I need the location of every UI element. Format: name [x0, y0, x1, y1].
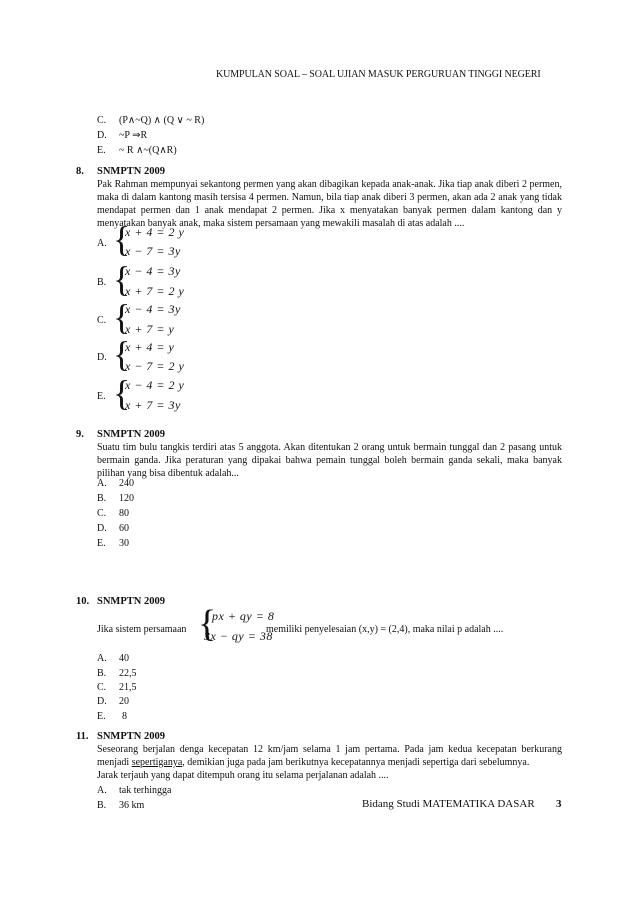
option-label: A. [97, 478, 107, 489]
question-number: 10. [76, 596, 90, 607]
brace-symbol: { [198, 603, 217, 645]
option-text: 120 [119, 493, 134, 504]
equation: x − 7 = 3y [125, 244, 181, 258]
brace-symbol: { [113, 219, 131, 259]
footer-subject: Bidang Studi MATEMATIKA DASAR [362, 798, 535, 810]
question-text: menjadi [97, 757, 132, 768]
option-label: B. [97, 493, 107, 504]
option-label: B. [97, 668, 107, 679]
equation: x + 7 = 3y [125, 398, 181, 412]
question-number: 9. [76, 429, 84, 440]
option-label: E. [97, 538, 106, 549]
option-label: C. [97, 315, 107, 326]
option-label: D. [97, 696, 107, 707]
question-text-line [97, 757, 562, 768]
option-label: E. [97, 145, 106, 156]
option-text: 20 [119, 696, 129, 707]
question-text: Suatu tim bulu tangkis terdiri atas 5 anggota. Akan ditentukan 2 orang untuk bermain tunggal dan 2 pasang untuk bermain ganda. Jika peraturan yang dipakai bahwa pemain tunggal boleh bermain ganda sekali, maka banyak pilihan yang bisa dibentuk adalah... [97, 442, 562, 479]
brace-symbol: { [113, 373, 131, 413]
option-label: A. [97, 653, 107, 664]
question-source: SNMPTN 2009 [97, 596, 165, 607]
option-label: C. [97, 115, 107, 126]
page-number: 3 [556, 798, 562, 810]
option-text: 60 [119, 523, 129, 534]
question-text: Jarak terjauh yang dapat ditempuh orang itu selama perjalanan adalah .... [97, 770, 389, 781]
equation: x − 4 = 3y [125, 302, 181, 316]
equation: x + 4 = 2 y [125, 225, 185, 239]
option-text: 240 [119, 478, 134, 489]
equation: x + 7 = y [125, 322, 175, 336]
option-text: (P∧~Q) ∧ (Q ∨ ~ R) [119, 115, 205, 126]
question-text: Seseorang berjalan denga kecepatan 12 km/jam selama 1 jam pertama. Pada jam kedua kecepatan berkurang [97, 744, 562, 755]
option-text: 8 [122, 711, 127, 722]
option-text: 21,5 [119, 682, 137, 693]
page-header: KUMPULAN SOAL – SOAL UJIAN MASUK PERGURUAN TINGGI NEGERI [216, 69, 541, 80]
option-text: ~ R ∧~(Q∧R) [119, 145, 177, 156]
underlined-word: sepertiganya [131, 757, 183, 768]
question-text: Jika sistem persamaan [97, 624, 187, 635]
question-text: Pak Rahman mempunyai sekantong permen yang akan dibagikan kepada anak-anak. Jika tiap anak diberi 2 permen, maka di dalam kantong masih tersisa 4 permen. Namun, bila tiap anak diberi 3 permen, akan ada 2 anak yang tidak mendapat permen dan 1 anak mendapat 2 permen. Jika x menyatakan banyak permen dalam kantong dan y menyatakan banyak anak, maka sistem persamaan yang mewakili masalah di atas adalah .... [97, 179, 562, 229]
brace-symbol: { [113, 334, 131, 374]
option-label: C. [97, 508, 107, 519]
option-label: B. [97, 800, 107, 811]
option-label: A. [97, 785, 107, 796]
option-text: 36 km [119, 800, 145, 811]
equation: x − 4 = 2 y [125, 378, 185, 392]
question-number: 11. [76, 731, 89, 742]
option-label: D. [97, 352, 107, 363]
brace-symbol: { [113, 259, 131, 299]
option-text: ~P ⇒R [119, 130, 148, 141]
question-text: , demikian juga pada jam berikutnya kecepatannya menjadi sepertiga dari sebelumnya. [182, 757, 530, 768]
equation: px + qy = 8 [212, 609, 275, 623]
option-label: C. [97, 682, 107, 693]
question-number: 8. [76, 166, 84, 177]
option-label: E. [97, 711, 106, 722]
question-source: SNMPTN 2009 [97, 731, 165, 742]
brace-symbol: { [113, 297, 131, 337]
option-text: 30 [119, 538, 129, 549]
option-text: 80 [119, 508, 129, 519]
option-label: A. [97, 238, 107, 249]
equation: x − 4 = 3y [125, 264, 181, 278]
question-text: memiliki penyelesaian (x,y) = (2,4), maka nilai p adalah .... [266, 624, 504, 635]
equation: x + 7 = 2 y [125, 284, 185, 298]
option-text: 22,5 [119, 668, 137, 679]
option-label: D. [97, 523, 107, 534]
equation: x + 4 = y [125, 340, 175, 354]
question-source: SNMPTN 2009 [97, 429, 165, 440]
option-label: D. [97, 130, 107, 141]
option-label: B. [97, 277, 107, 288]
option-text: 40 [119, 653, 129, 664]
equation: 3x − qy = 38 [204, 629, 273, 643]
equation: x − 7 = 2 y [125, 359, 185, 373]
option-text: tak terhingga [119, 785, 172, 796]
question-source: SNMPTN 2009 [97, 166, 165, 177]
option-label: E. [97, 391, 106, 402]
